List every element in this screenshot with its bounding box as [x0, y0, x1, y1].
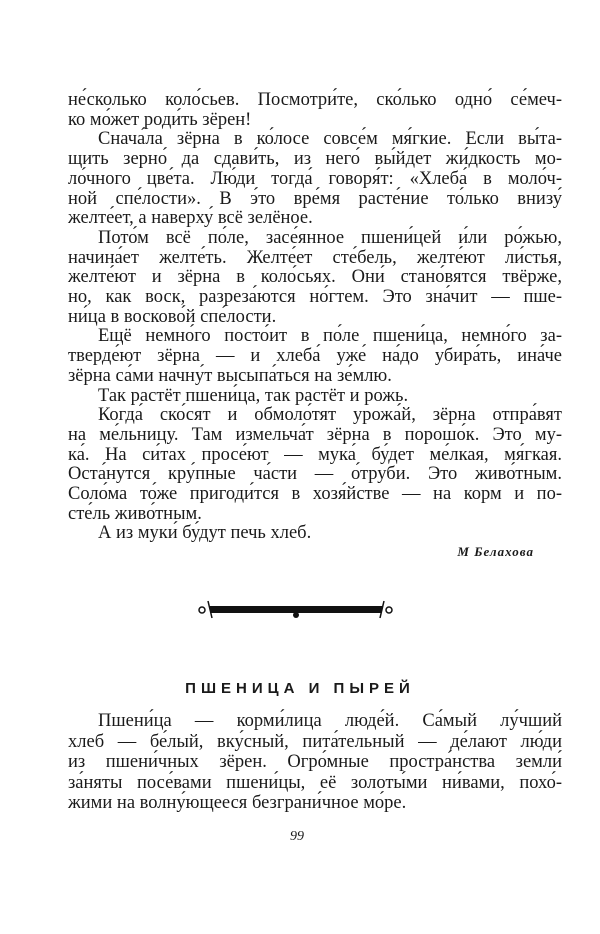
text-line: Пото́м всё по́ле, засе́янное пшени́цей и́ли ро́жью,: [98, 227, 562, 248]
author-signature: М Белахова: [457, 544, 534, 559]
text-line: Пшени́ца — корми́лица люде́й. Са́мый лу́чший: [98, 711, 562, 731]
text-line: желте́ют и зёрна в коло́сьях. Они́ стано́вятся твёрже,: [68, 267, 562, 288]
page-number: 99: [290, 829, 304, 844]
text-line: жими на волну́ющееся безграни́чное мо́ре.: [68, 793, 407, 813]
text-line: ко мо́жет роди́ть зёрен!: [68, 109, 252, 130]
text-line: Соло́ма то́же пригоди́тся в хозя́йстве — на корм и по-: [68, 484, 562, 504]
text-line: Ещё немно́го посто́ит в по́ле пшени́ца, немно́го за-: [98, 326, 562, 347]
text-line: из пшени́чных зёрен. Огро́мные простра́нства земли́: [68, 752, 562, 772]
section-title: ПШЕНИЦА И ПЫРЕЙ: [185, 680, 415, 697]
text-line: зёрна са́ми начну́т высыпа́ться на зе́млю.: [68, 365, 392, 386]
text-line: ни́ца в восково́й спе́лости.: [68, 306, 277, 327]
text-line: за́няты посе́вами пшени́цы, её золоты́ми ни́вами, похо́-: [68, 772, 562, 793]
text-line: Так растёт пшени́ца, так растёт и рожь.: [98, 385, 409, 406]
text-line: Оста́нутся кру́пные ча́сти — о́труби. Это живо́тным.: [68, 464, 562, 485]
text-line: ло́чного цве́та. Лю́ди тогда́ говоря́т: «Хлеба́ в моло́ч-: [68, 168, 562, 189]
text-line: тверде́ют зёрна — и хлеба́ уже́ на́до убира́ть, ина́че: [68, 346, 562, 367]
text-line: щить зерно́ да сдави́ть, из него́ вы́йдет жи́дкость мо-: [68, 149, 562, 170]
text-line: начина́ет желте́ть. Желте́ет сте́бель, желте́ют ли́стья,: [68, 247, 562, 268]
text-line: Когда́ ско́сят и обмоло́тят урожа́й, зёрна отпра́вят: [98, 405, 562, 426]
text-line: не́сколько коло́сьев. Посмотри́те, ско́лько одно́ се́меч-: [68, 90, 562, 110]
text-line: ной спе́лости». В э́то вре́мя расте́ние то́лько внизу́: [68, 188, 562, 209]
text-line: ка́. На си́тах просе́ют — мука́ бу́дет ме́лкая, мя́гкая.: [68, 444, 562, 465]
text-line: Снача́ла зёрна в ко́лосе совсе́м мя́гкие. Если вы́та-: [98, 129, 562, 150]
text-line: желте́ет, а наверху́ всё зелёное.: [68, 208, 313, 229]
text-line: А из муки́ бу́дут печь хлеб.: [98, 523, 312, 544]
text-line: хлеб — бе́лый, вку́сный, пита́тельный — де́лают лю́ди: [68, 731, 562, 752]
text-line: но, как воск, разреза́ются но́гтем. Это зна́чит — пше-: [68, 287, 562, 307]
ornament-divider: [198, 598, 394, 620]
text-line: на ме́льницу. Там измельча́т зёрна в порошо́к. Это му-: [68, 424, 562, 445]
text-line: сте́ль живо́тным.: [68, 503, 202, 524]
